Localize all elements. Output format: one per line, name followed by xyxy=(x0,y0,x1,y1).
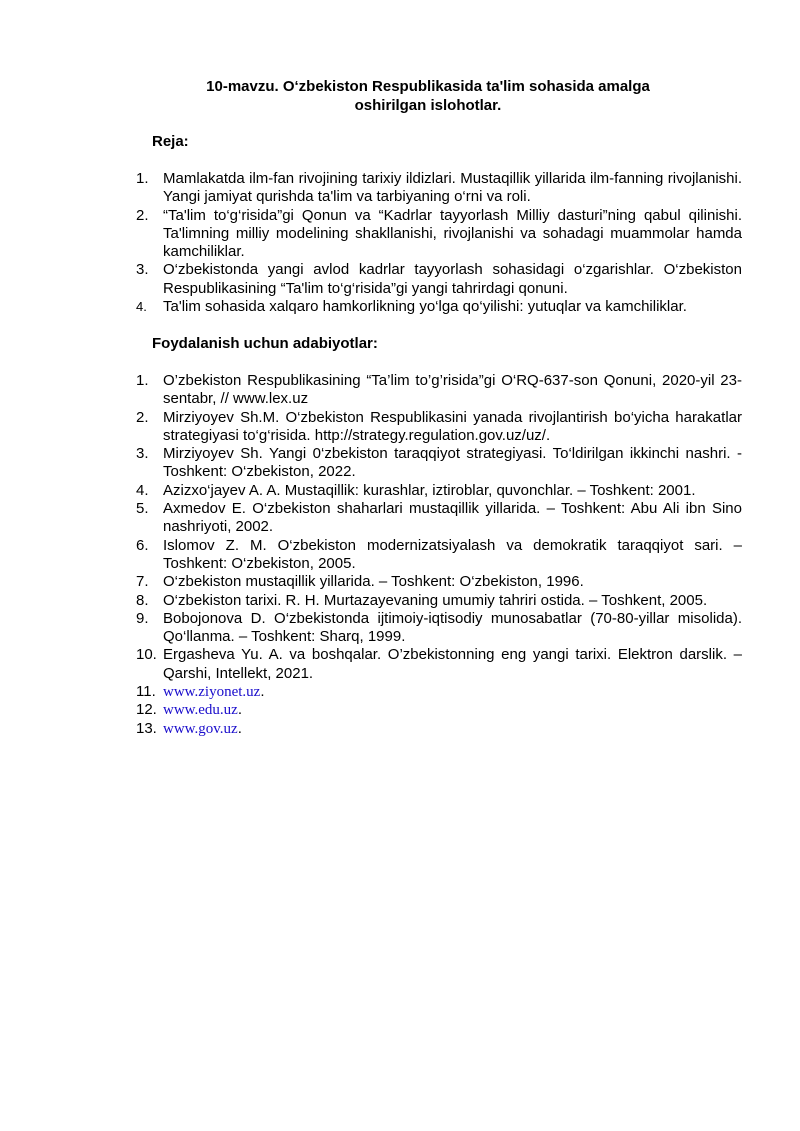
reference-number: 8. xyxy=(136,591,149,609)
reference-item xyxy=(136,610,742,647)
reference-text: Mirziyoyev Sh. Yangi 0‘zbekiston taraqqiyot strategiyasi. To‘ldirilgan ikkinchi nashri. - Toshkent: O‘zbekiston, 2022. xyxy=(163,445,742,481)
reference-number: 1. xyxy=(136,372,149,389)
plan-item-number: 3. xyxy=(136,261,149,279)
reference-number: 11. xyxy=(136,683,156,701)
plan-item-number: 4. xyxy=(136,299,147,315)
reference-number: 3. xyxy=(136,445,149,463)
references-list xyxy=(136,372,742,738)
link-gov[interactable]: www.gov.uz xyxy=(163,720,238,737)
reference-number: 4. xyxy=(136,481,149,499)
page-title xyxy=(140,77,716,115)
reference-item xyxy=(136,372,742,409)
plan-item-text: “Ta'lim to‘g‘risida”gi Qonun va “Kadrlar tayyorlash Milliy dasturi”ning qabul qilinishi. Ta'limning milliy modelining shakllanishi, rivojlanishi va sohadagi muammolar hamda kamchiliklar. xyxy=(163,206,742,261)
plan-item-number: 1. xyxy=(136,170,149,187)
reference-text: Ergasheva Yu. A. va boshqalar. O’zbekistonning eng yangi tarixi. Elektron darslik. – Qarshi, Intellekt, 2021. xyxy=(163,646,742,682)
reference-item xyxy=(136,482,742,500)
reference-text: Mirziyoyev Sh.M. O‘zbekiston Respublikasini yanada rivojlantirish bo‘yicha harakatlar strategiyasi to‘g‘risida. http://strategy.regulation.gov.uz/uz/. xyxy=(163,408,742,444)
reference-text: O’zbekiston Respublikasining “Ta’lim to’g’risida”gi O‘RQ-637-son Qonuni, 2020-yil 23-sentabr, // www.lex.uz xyxy=(163,372,742,408)
reference-number: 6. xyxy=(136,536,149,554)
reference-number: 5. xyxy=(136,500,149,518)
reference-number: 2. xyxy=(136,408,149,426)
plan-item-number: 2. xyxy=(136,206,149,224)
reference-number: 7. xyxy=(136,573,149,591)
reference-text: O‘zbekiston tarixi. R. H. Murtazayevaning umumiy tahriri ostida. – Toshkent, 2005. xyxy=(163,591,708,609)
plan-item-text: Mamlakatda ilm-fan rivojining tarixiy ildizlari. Mustaqillik yillarida ilm-fanning rivojlanishi. Yangi jamiyat qurishda ta'lim va tarbiyaning o‘rni va roli. xyxy=(163,170,742,206)
reference-number: 12. xyxy=(136,701,157,719)
reference-item xyxy=(136,537,742,574)
reference-link-item xyxy=(136,701,742,719)
title-line-1: 10-mavzu. O‘zbekiston Respublikasida ta'lim sohasida amalga xyxy=(206,78,650,95)
reference-item xyxy=(136,409,742,446)
plan-item xyxy=(136,298,742,316)
reference-text: Bobojonova D. O‘zbekistonda ijtimoiy-iqtisodiy munosabatlar (70-80-yillar misolida). Qo‘llanma. – Toshkent: Sharq, 1999. xyxy=(163,609,742,646)
reference-item xyxy=(136,592,742,610)
reference-link-item xyxy=(136,683,742,701)
reference-item xyxy=(136,646,742,683)
reference-number: 13. xyxy=(136,719,157,737)
reference-link-item xyxy=(136,720,742,738)
plan-item xyxy=(136,207,742,262)
reference-item xyxy=(136,500,742,537)
reference-item xyxy=(136,445,742,482)
reference-number: 10. xyxy=(136,646,157,664)
plan-item xyxy=(136,261,742,298)
reference-text: Islomov Z. M. O‘zbekiston modernizatsiyalash va demokratik taraqqiyot sari. – Toshkent: O‘zbekiston, 2005. xyxy=(163,536,742,572)
reference-text: Axmedov E. O‘zbekiston shaharlari mustaqillik yillarida. – Toshkent: Abu Ali ibn Sino nashriyoti, 2002. xyxy=(163,500,742,536)
link-suffix: . xyxy=(237,701,243,719)
plan-item-text: O‘zbekistonda yangi avlod kadrlar tayyorlash sohasidagi o‘zgarishlar. O‘zbekiston Respublikasining “Ta'lim to‘g‘risida”gi yangi tahrirdagi qonuni. xyxy=(163,261,742,297)
literature-heading: Foydalanish uchun adabiyotlar: xyxy=(152,335,378,352)
plan-item xyxy=(136,170,742,207)
plan-item-text: Ta'lim sohasida xalqaro hamkorlikning yo‘lga qo‘yilishi: yutuqlar va kamchiliklar. xyxy=(163,298,687,316)
plan-list xyxy=(136,170,742,316)
reference-text: O‘zbekiston mustaqillik yillarida. – Toshkent: O‘zbekiston, 1996. xyxy=(163,573,584,591)
reference-text: Azizxo‘jayev A. A. Mustaqillik: kurashlar, iztiroblar, quvonchlar. – Toshkent: 2001. xyxy=(163,481,696,499)
link-suffix: . xyxy=(260,683,265,701)
link-suffix: . xyxy=(237,719,242,737)
title-line-2: oshirilgan islohotlar. xyxy=(354,97,502,114)
link-edu[interactable]: www.edu.uz xyxy=(163,702,238,719)
reference-item xyxy=(136,573,742,591)
reference-number: 9. xyxy=(136,609,149,627)
plan-heading: Reja: xyxy=(152,133,189,150)
link-ziyonet[interactable]: www.ziyonet.uz xyxy=(163,684,261,701)
